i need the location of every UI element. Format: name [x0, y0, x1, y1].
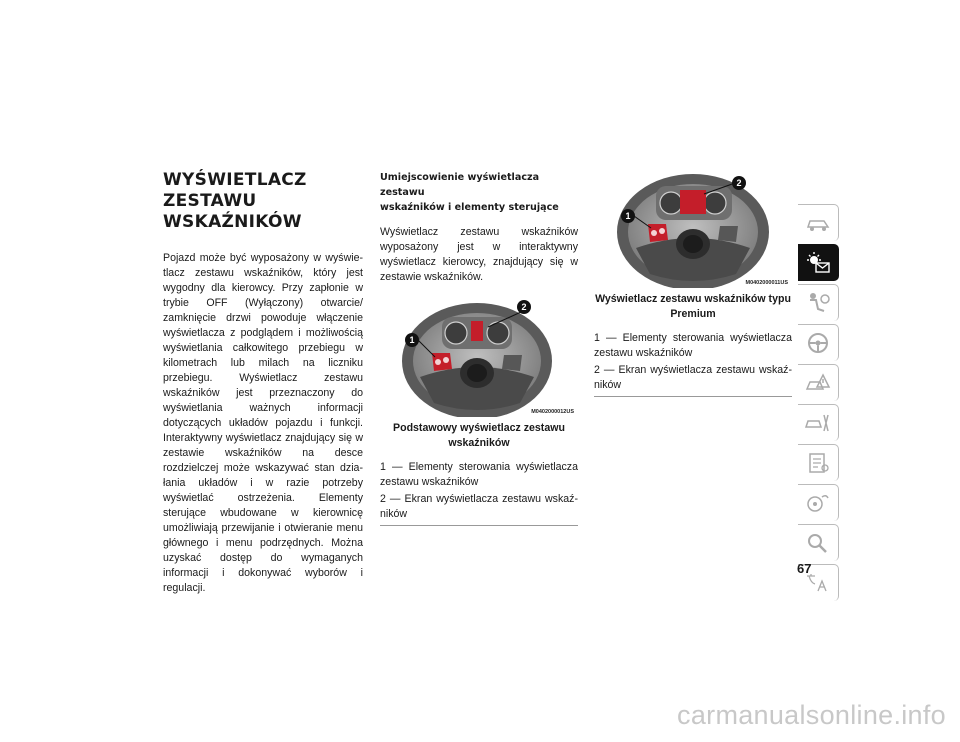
steering-wheel-icon [804, 331, 832, 355]
watermark: carmanualsonline.info [677, 700, 946, 730]
section-rule [380, 525, 578, 526]
figure-caption: Podstawowy wyświetlacz zestawu wskaźników [393, 422, 565, 449]
figure-code: M0402000012US [531, 409, 574, 415]
cluster-screen-highlight [471, 321, 483, 341]
figure-legend [380, 460, 578, 522]
left-column [163, 170, 363, 596]
car-outline-icon [804, 211, 832, 235]
tab-car-service[interactable] [798, 404, 839, 441]
dashboard-warning-icon [804, 251, 832, 275]
steering-wheel-illustration [380, 299, 578, 417]
tab-dashboard-warning[interactable] [798, 244, 839, 281]
section-title [163, 170, 363, 233]
steering-wheel-illustration [594, 170, 792, 288]
figure-legend [594, 331, 792, 393]
intro-paragraph: Pojazd może być wyposażony w wyświetlacz zestawu wskaźników, który jest wygodny dla kierowcy. Przy zapłonie w trybie OFF (Wyłączony) otwarcie/ zamknięcie drzwi powoduje włączenie wyświetlacza z podglądem i możliwością wyświetlania całkowitego przebiegu w kilometrach lub milach na liczniku przebiegu. Wyświetlacz zestawu wskaźników jest przeznaczony do wyświetlania ważnych informacji dotyczących układów pojazdu i funkcji. Interaktywny wyświetlacz znajdujący się w zestawie wskaźników na desce rozdzielczej może wskazywać stan działania układów i w razie potrzeby wyświetlać ostrzeżenia. Elementy sterujące wbudowane w kierownicę umożliwiają przewijanie i otwieranie menu głównego i menu podrzędnych. Można uzyskać dostęp do wymaganych informacji i dokonywać wyborów i regulacji. [163, 252, 363, 594]
legend-item-2: 2 — Ekran wyświetlacza zestawu wskaźników [594, 364, 792, 391]
tab-steering-wheel[interactable] [798, 324, 839, 361]
tab-specifications[interactable] [798, 444, 839, 481]
subsection-title [380, 170, 578, 215]
index-search-icon [804, 531, 832, 555]
tab-car-outline[interactable] [798, 204, 839, 241]
middle-column [380, 170, 578, 526]
roadside-emergency-icon [804, 371, 832, 395]
subsection-title-line1: Umiejscowienie wyświetlacza zestawu [380, 172, 540, 198]
subsection-title-line2: wskaźników i elementy sterujące [380, 202, 559, 213]
section-title-line1: WYŚWIETLACZ ZESTAWU [163, 170, 307, 211]
section-rule [594, 396, 792, 397]
multimedia-icon [804, 491, 832, 515]
cluster-screen-highlight [680, 190, 706, 214]
page-number: 67 [797, 561, 812, 576]
figure-caption: Wyświetlacz zestawu wskaźników typu Premium [595, 293, 791, 320]
callout-1-badge: 1 [405, 333, 419, 347]
tab-roadside-emergency[interactable] [798, 364, 839, 401]
car-service-icon [804, 411, 832, 435]
callout-2-badge: 2 [732, 176, 746, 190]
location-paragraph: Wyświetlacz zestawu wskaźników wyposażony jest w interaktywny wyświetlacz kierowcy, znajdujący się w zestawie wskaźników. [380, 226, 578, 283]
callout-2-badge: 2 [517, 300, 531, 314]
section-title-line2: WSKAŹNIKÓW [163, 212, 302, 232]
legend-item-1: 1 — Elementy sterowania wyświetlacza zestawu wskaźników [380, 461, 578, 488]
tab-index-search[interactable] [798, 524, 839, 561]
tab-multimedia[interactable] [798, 484, 839, 521]
chapter-tabs [798, 204, 840, 604]
figure-code: M0402000011US [745, 280, 788, 286]
right-column [594, 170, 792, 397]
specifications-icon [804, 451, 832, 475]
tab-seat-safety[interactable] [798, 284, 839, 321]
premium-cluster-figure [594, 170, 792, 288]
callout-1-badge: 1 [621, 209, 635, 223]
seat-safety-icon [804, 291, 832, 315]
legend-item-1: 1 — Elementy sterowania wyświetlacza zestawu wskaźników [594, 332, 792, 359]
basic-cluster-figure [380, 299, 578, 417]
legend-item-2: 2 — Ekran wyświetlacza zestawu wskaźników [380, 493, 578, 520]
